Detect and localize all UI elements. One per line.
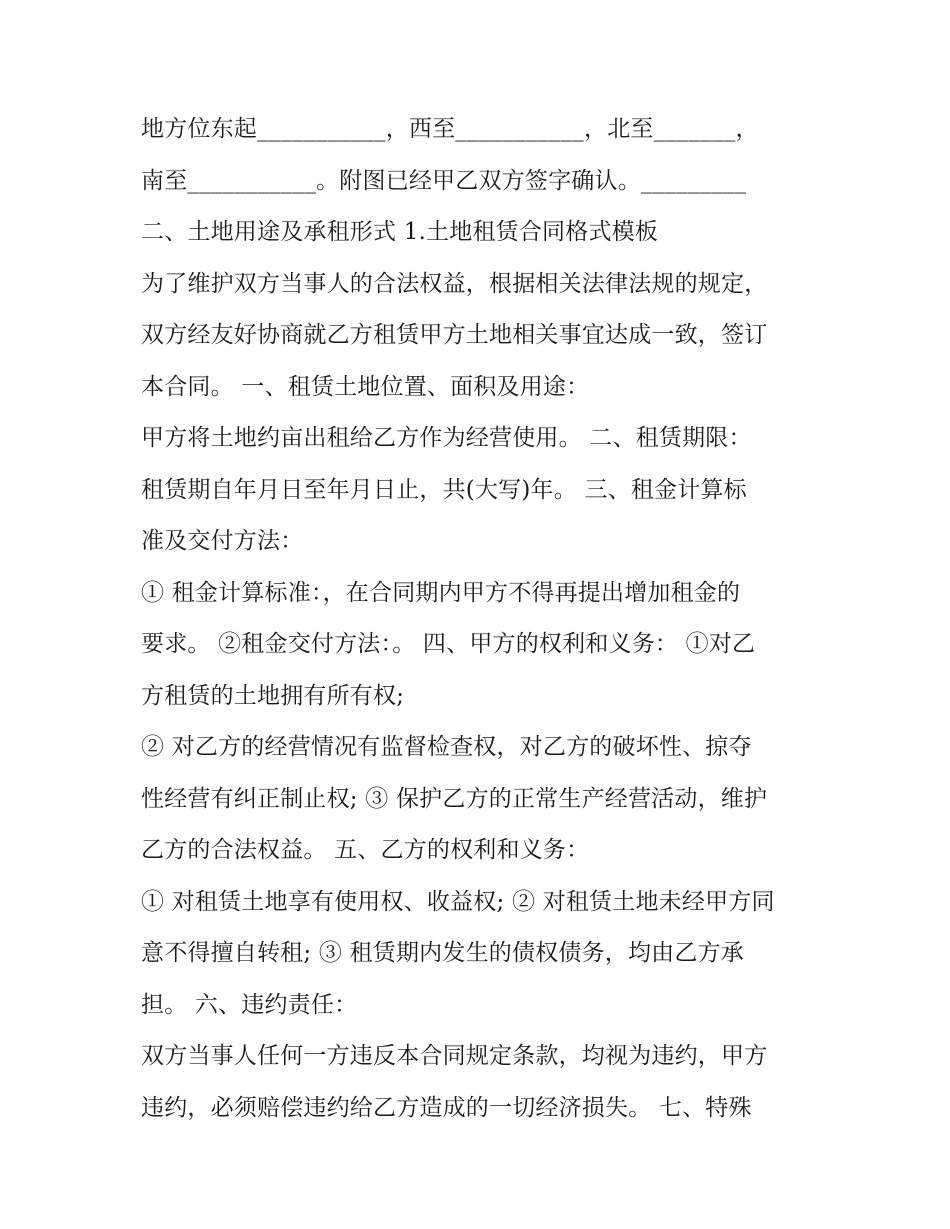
text-line: ① 对租赁土地享有使用权、收益权; ② 对租赁土地未经甲方同 (141, 888, 775, 915)
text-line: 性经营有纠正制止权; ③ 保护乙方的正常生产经营活动，维护 (141, 785, 768, 812)
text-line: 双方经友好协商就乙方租赁甲方土地相关事宜达成一致，签订 (141, 322, 768, 348)
text-line: 方租赁的土地拥有所有权; (141, 682, 405, 709)
text-line: ① 租金计算标准：，在合同期内甲方不得再提出增加租金的 (141, 579, 741, 606)
text-line: 要求。 ②租金交付方法：。 四、甲方的权利和义务： ①对乙 (141, 631, 756, 657)
text-line: 乙方的合法权益。 五、乙方的权利和义务： (141, 837, 590, 863)
text-line: 双方当事人任何一方违反本合同规定条款，均视为违约，甲方 (141, 1043, 768, 1069)
text-line: 担。 六、违约责任： (141, 991, 358, 1018)
text-line: 地方位东起___________，西至___________，北至_______， (141, 116, 759, 142)
text-line: 二、土地用途及承租形式 1.土地租赁合同格式模板 (141, 219, 659, 245)
text-line: 违约，必须赔偿违约给乙方造成的一切经济损失。 七、特殊 (141, 1094, 752, 1121)
text-line: 南至___________。附图已经甲乙双方签字确认。_________ (141, 167, 747, 194)
text-line: ② 对乙方的经营情况有监督检查权，对乙方的破坏性、掠夺 (141, 734, 752, 760)
text-line: 意不得擅自转租; ③ 租赁期内发生的债权债务，均由乙方承 (141, 940, 744, 966)
text-line: 本合同。 一、租赁土地位置、面积及用途： (141, 373, 590, 400)
text-line: 为了维护双方当事人的合法权益，根据相关法律法规的规定， (141, 270, 768, 297)
text-line: 准及交付方法： (141, 528, 304, 554)
text-line: 甲方将土地约亩出租给乙方作为经营使用。 二、租赁期限： (141, 425, 752, 451)
contract-text-block (141, 104, 831, 1134)
text-line: 租赁期自年月日至年月日止，共(大写)年。 三、租金计算标 (141, 476, 747, 503)
